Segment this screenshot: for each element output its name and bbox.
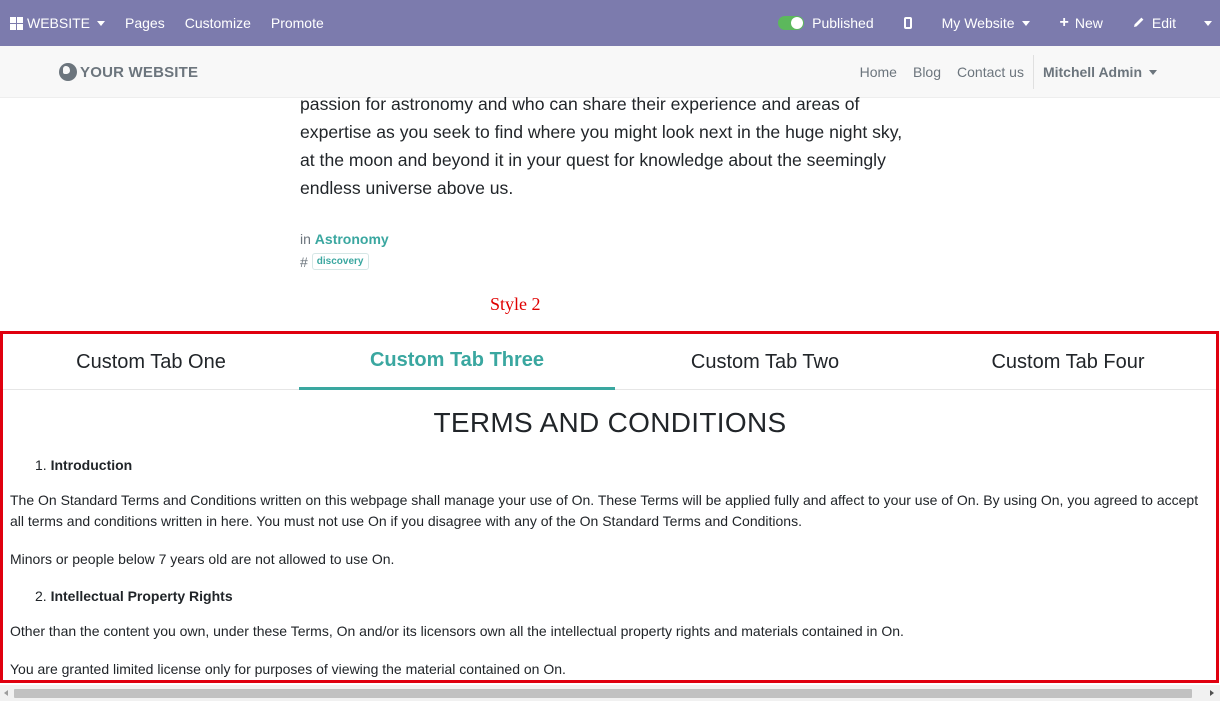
nav-home[interactable]: Home xyxy=(859,64,897,80)
scroll-left-icon[interactable] xyxy=(4,690,8,696)
section-heading xyxy=(10,457,1210,473)
blog-line: expertise as you seek to find where you might look next in the huge night sky, xyxy=(300,122,903,142)
pages-menu[interactable]: Pages xyxy=(125,15,165,31)
horizontal-scrollbar[interactable] xyxy=(0,685,1220,701)
section-heading xyxy=(10,588,1210,604)
globe-icon xyxy=(59,63,77,81)
site-logo[interactable] xyxy=(59,63,198,81)
tab-content xyxy=(10,390,1210,680)
terms-paragraph: Other than the content you own, under these Terms, On and/or its licensors own all the intellectual property rights and materials contained in On. xyxy=(10,623,904,639)
terms-paragraph: The On Standard Terms and Conditions written on this webpage shall manage your use of On. These Terms will be applied fully and affect to your use of On. By using On, you agreed to accept all terms and conditions written in here. You must not use On if you disagree with any of the On Standard Terms and Conditions. xyxy=(10,492,1199,529)
apps-grid-icon xyxy=(10,17,23,30)
chevron-down-icon xyxy=(1149,70,1157,75)
mobile-preview-button[interactable] xyxy=(884,0,932,46)
chevron-down-icon xyxy=(1204,21,1212,26)
blog-post-body xyxy=(300,90,920,202)
scroll-right-icon[interactable] xyxy=(1210,690,1214,696)
section-number: 2. xyxy=(35,588,47,604)
blog-line: passion for astronomy and who can share their experience and areas of xyxy=(300,94,860,114)
site-logo-text: YOUR WEBSITE xyxy=(80,63,199,81)
custom-tabs-panel xyxy=(0,331,1219,683)
nav-contact-us[interactable]: Contact us xyxy=(957,64,1024,80)
terms-title: TERMS AND CONDITIONS xyxy=(433,407,787,438)
mobile-icon xyxy=(904,17,912,29)
category-prefix: in xyxy=(300,231,311,247)
chevron-down-icon xyxy=(97,21,105,26)
nav-blog[interactable]: Blog xyxy=(912,64,942,80)
promote-menu[interactable]: Promote xyxy=(270,15,324,31)
style-label: Style 2 xyxy=(490,294,541,314)
new-label: New xyxy=(1074,15,1103,31)
website-menu-label: WEBSITE xyxy=(27,15,91,31)
edit-label: Edit xyxy=(1151,15,1176,31)
terms-paragraph: You are granted limited license only for purposes of viewing the material contained on On. xyxy=(10,661,566,677)
user-menu[interactable] xyxy=(1033,55,1220,89)
user-name: Mitchell Admin xyxy=(1042,64,1142,80)
section-title: Intellectual Property Rights xyxy=(50,588,233,604)
category-link[interactable]: Astronomy xyxy=(314,231,389,247)
blog-tags xyxy=(300,253,369,270)
published-label: Published xyxy=(812,15,874,31)
website-menu[interactable] xyxy=(0,0,115,46)
my-website-menu[interactable] xyxy=(932,0,1042,46)
plus-icon: + xyxy=(1059,14,1069,31)
tab-custom-two[interactable]: Custom Tab Two xyxy=(690,350,840,373)
section-title: Introduction xyxy=(50,457,133,473)
tab-bar xyxy=(3,334,1216,390)
blog-line: endless universe above us. xyxy=(300,178,514,198)
terms-paragraph: Minors or people below 7 years old are not allowed to use On. xyxy=(10,551,395,567)
section-number: 1. xyxy=(35,457,47,473)
my-website-label: My Website xyxy=(941,15,1015,31)
admin-top-bar xyxy=(0,0,1220,46)
toggle-switch-icon xyxy=(778,16,804,30)
blog-category xyxy=(300,231,389,247)
tab-custom-one[interactable]: Custom Tab One xyxy=(76,350,226,373)
pencil-icon xyxy=(1133,15,1145,31)
tab-custom-four[interactable]: Custom Tab Four xyxy=(991,350,1145,373)
edit-dropdown-toggle[interactable] xyxy=(1188,0,1220,46)
tag-badge[interactable]: discovery xyxy=(312,253,369,270)
blog-line: at the moon and beyond it in your quest for knowledge about the seemingly xyxy=(300,150,886,170)
customize-menu[interactable]: Customize xyxy=(184,15,251,31)
hash-icon: # xyxy=(300,253,308,270)
published-toggle[interactable] xyxy=(768,0,884,46)
new-button[interactable] xyxy=(1042,0,1121,46)
chevron-down-icon xyxy=(1022,21,1030,26)
scrollbar-thumb[interactable] xyxy=(14,689,1192,698)
edit-button[interactable] xyxy=(1121,0,1188,46)
tab-custom-three[interactable]: Custom Tab Three xyxy=(299,334,615,390)
